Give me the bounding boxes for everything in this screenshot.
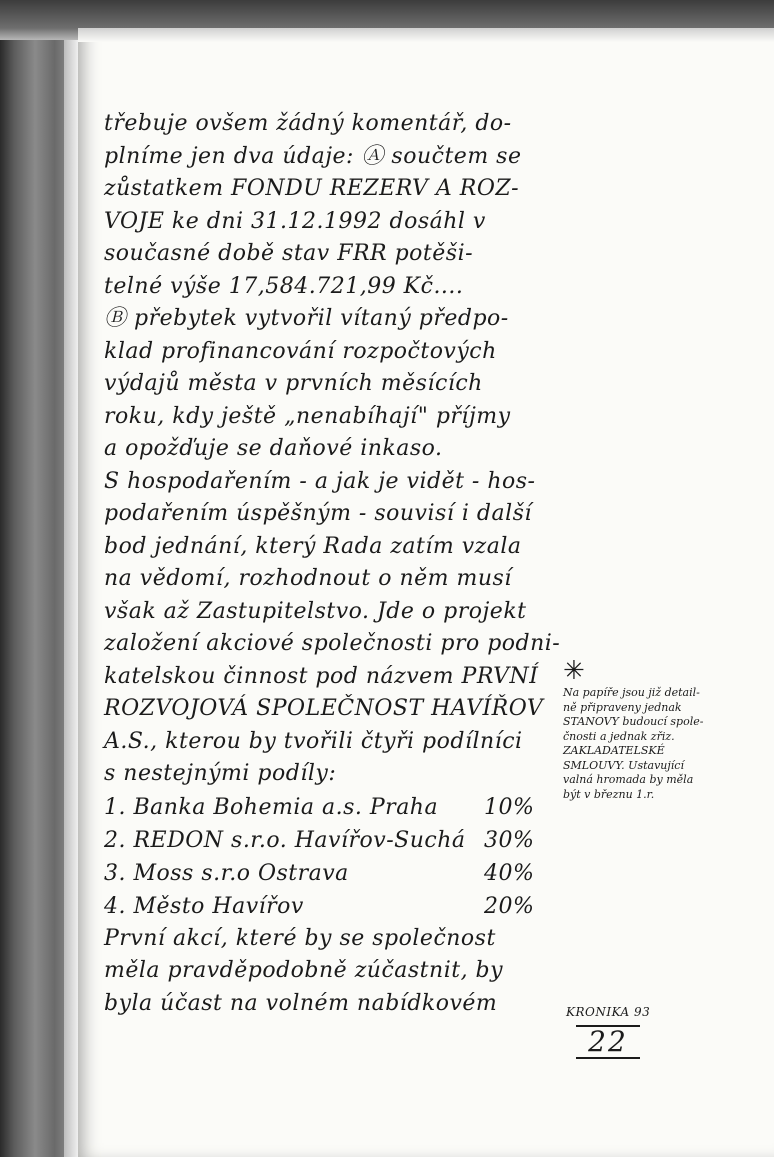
margin-note bbox=[563, 658, 763, 802]
body-line: současné době stav FRR potěši- bbox=[104, 241, 474, 266]
body-line: telné výše 17,584.721,99 Kč.... bbox=[104, 273, 464, 299]
body-line: založení akciové společnosti pro podni- bbox=[104, 631, 561, 656]
body-line: Ⓑ přebytek vytvořil vítaný předpo- bbox=[104, 306, 509, 331]
page-footer bbox=[566, 1005, 656, 1059]
shareholder-list bbox=[104, 791, 554, 923]
shareholder-share: 40% bbox=[484, 860, 535, 886]
body-line: s nestejnými podíly: bbox=[104, 761, 337, 786]
shareholder-share: 20% bbox=[484, 893, 535, 919]
shareholder-row bbox=[104, 890, 554, 923]
shareholder-name: 1. Banka Bohemia a.s. Praha bbox=[104, 794, 439, 820]
body-line: roku, kdy ještě „nenabíhají" příjmy bbox=[104, 403, 511, 429]
body-line: měla pravděpodobně zúčastnit, by bbox=[104, 958, 504, 983]
margin-note-line: SMLOUVY. Ustavující bbox=[563, 758, 684, 772]
body-line: A.S., kterou by tvořili čtyři podílníci bbox=[104, 728, 523, 754]
body-line: zůstatkem FONDU REZERV A ROZ- bbox=[104, 176, 520, 201]
shareholder-row bbox=[104, 791, 554, 824]
body-line: však až Zastupitelstvo. Jde o projekt bbox=[104, 598, 527, 624]
shareholder-row bbox=[104, 824, 554, 857]
page-top-edge bbox=[78, 28, 774, 42]
body-line: na vědomí, rozhodnout o něm musí bbox=[104, 566, 512, 591]
margin-note-line: ně připraveny jednak bbox=[563, 700, 682, 714]
body-line: a opožďuje se daňové inkaso. bbox=[104, 436, 443, 461]
body-line: S hospodařením - a jak je vidět - hos- bbox=[104, 468, 536, 494]
body-line: První akcí, které by se společnost bbox=[104, 925, 496, 951]
margin-note-line: Na papíře jsou již detail- bbox=[563, 686, 700, 699]
shareholder-name: 4. Město Havířov bbox=[104, 893, 304, 919]
shareholder-name: 3. Moss s.r.o Ostrava bbox=[104, 860, 349, 886]
margin-note-line: STANOVY budoucí spole- bbox=[563, 715, 704, 728]
page-number: 22 bbox=[576, 1025, 640, 1059]
body-line: plníme jen dva údaje: Ⓐ součtem se bbox=[104, 143, 522, 169]
body-line: VOJE ke dni 31.12.1992 dosáhl v bbox=[104, 208, 486, 234]
body-line: třebuje ovšem žádný komentář, do- bbox=[104, 111, 512, 136]
body-line: podařením úspěšným - souvisí i další bbox=[104, 501, 532, 526]
shareholder-share: 30% bbox=[484, 827, 535, 853]
shareholder-share: 10% bbox=[484, 794, 535, 820]
margin-note-line: čnosti a jednak zřiz. bbox=[563, 729, 675, 743]
body-line: ROZVOJOVÁ SPOLEČNOST HAVÍŘOV bbox=[104, 696, 544, 721]
body-line: výdajů města v prvních měsících bbox=[104, 371, 483, 396]
margin-note-line: valná hromada by měla bbox=[563, 773, 694, 786]
body-line: klad profinancování rozpočtových bbox=[104, 338, 497, 364]
shareholder-name: 2. REDON s.r.o. Havířov-Suchá bbox=[104, 827, 466, 853]
chronicle-label: KRONIKA 93 bbox=[566, 1005, 651, 1019]
margin-note-line: ZAKLADATELSKÉ bbox=[563, 744, 665, 757]
body-line: byla účast na volném nabídkovém bbox=[104, 990, 498, 1016]
main-text bbox=[104, 108, 561, 1020]
margin-note-line: být v březnu 1.r. bbox=[563, 787, 655, 801]
body-line: katelskou činnost pod názvem PRVNÍ bbox=[104, 663, 539, 689]
shareholder-row bbox=[104, 857, 554, 890]
asterisk-icon: ✳ bbox=[563, 656, 585, 686]
page-edge bbox=[64, 0, 78, 1157]
body-line: bod jednání, který Rada zatím vzala bbox=[104, 533, 522, 559]
